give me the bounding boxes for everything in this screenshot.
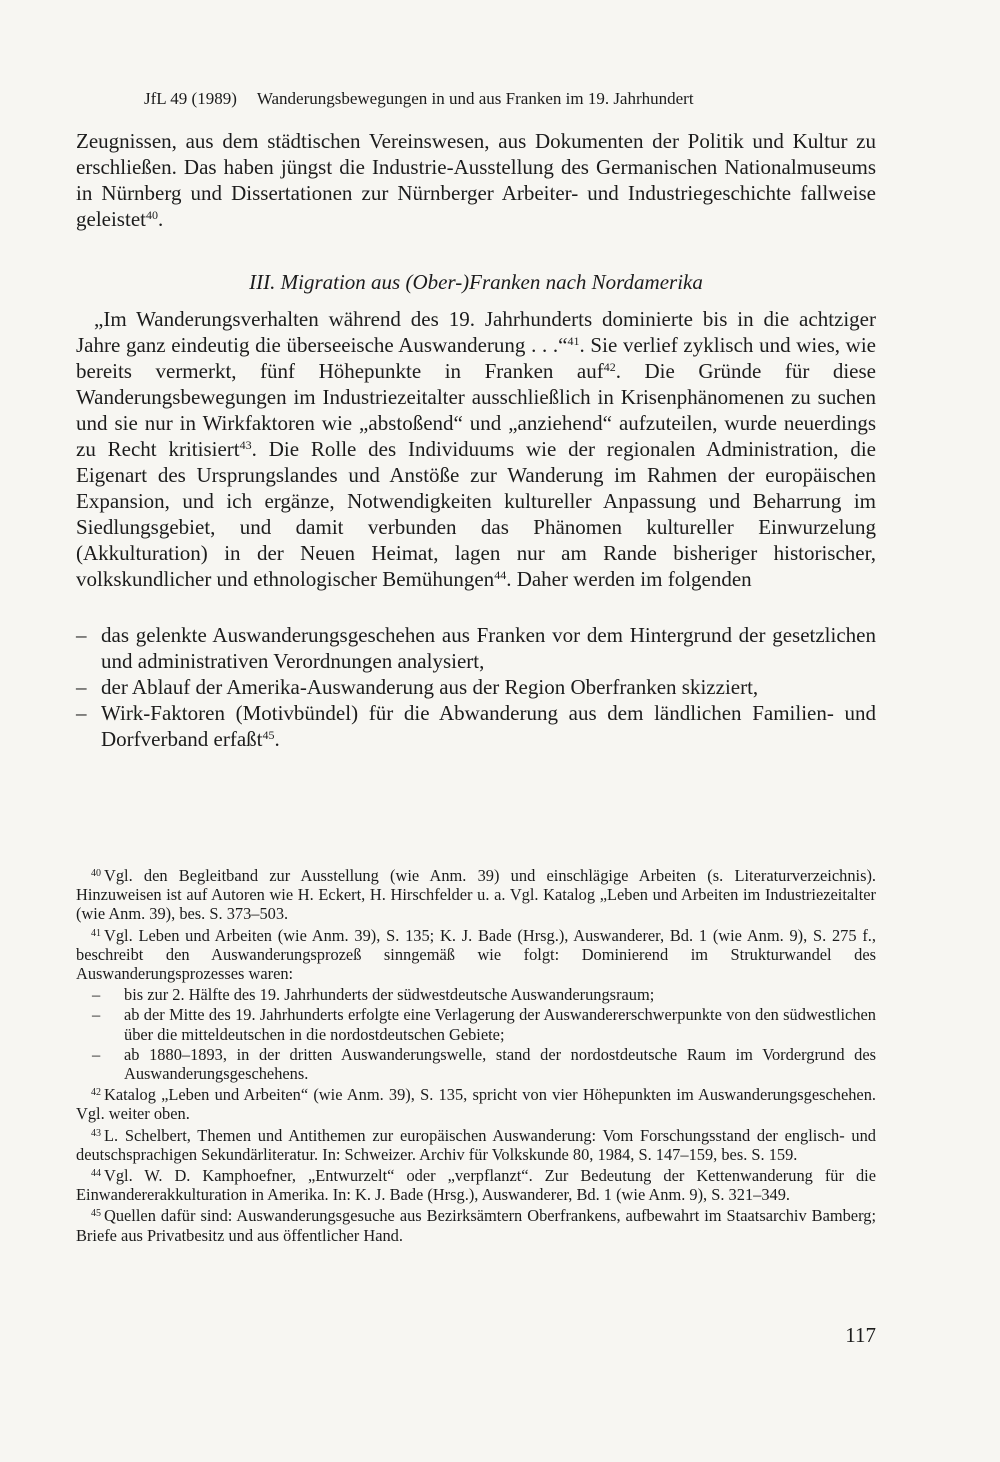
page-number: 117 — [845, 1323, 876, 1347]
footnote-41-list — [76, 985, 876, 1083]
footnote-text: L. Schelbert, Themen und Antithemen zur europäischen Auswanderung: Vom Forschungsstand der englisch- und deutschsprachigen Sekundärliteratur. In: Schweizer. Archiv für Volkskunde 80, 1984, S. 147–159, bes. S. 159. — [76, 1125, 876, 1164]
footnotes — [76, 866, 876, 1247]
paragraph-migration — [76, 306, 876, 592]
footnote-number: 43 — [91, 1127, 101, 1139]
footnote-number: 45 — [91, 1208, 101, 1220]
dash-bullet: – — [92, 1005, 101, 1025]
journal-citation: JfL 49 (1989) — [144, 89, 237, 108]
footnote-list-text: ab 1880–1893, in der dritten Auswanderungswelle, stand der nordostdeutsche Raum im Vordergrund des Auswanderungsgeschehens. — [124, 1044, 876, 1084]
list-item — [76, 700, 876, 752]
footnote-text: Vgl. W. D. Kamphoefner, „Entwurzelt“ oder „verpflanzt“. Zur Bedeutung der Kettenwanderung für die Einwandererakkulturation in Amerika. In: K. J. Bade (Hrsg.), Auswanderer, Bd. 1 (wie Anm. 9), S. 321–349. — [76, 1166, 876, 1205]
sentence-3: . Die Gründe für diese Wanderungsbewegungen im Industriezeitalter ausschließlich in Krisenphänomenen zu suchen und sie nur in Wirkfaktoren wie „abstoßend“ und „anziehend“ aufzuteilen, wurde neuerdings zu Recht kritisiert — [76, 359, 876, 461]
footnote-ref-44[interactable]: 44 — [494, 568, 507, 582]
footnote-40 — [76, 866, 876, 924]
footnote-number: 41 — [91, 927, 101, 939]
list-item-text: das gelenkte Auswanderungsgeschehen aus Franken vor dem Hintergrund der gesetzlichen und administrativen Verordnungen analysiert, — [101, 623, 876, 673]
running-title: Wanderungsbewegungen in und aus Franken im 19. Jahrhundert — [256, 89, 694, 108]
section-heading: III. Migration aus (Ober-)Franken nach Nordamerika — [249, 270, 703, 294]
footnote-ref-42[interactable]: 42 — [603, 360, 616, 374]
dash-bullet: – — [76, 675, 87, 699]
footnote-ref-41[interactable]: 41 — [567, 334, 580, 348]
running-header — [144, 88, 884, 110]
list-item-text: Wirk-Faktoren (Motivbündel) für die Abwanderung aus dem ländlichen Familien- und Dorfverband erfaßt — [101, 701, 876, 751]
paragraph-text: Zeugnissen, aus dem städtischen Vereinswesen, aus Dokumenten der Politik und Kultur zu erschließen. Das haben jüngst die Industrie-Ausstellung des Germanischen Nationalmuseums in Nürnberg und Dissertationen zur Nürnberger Arbeiter- und Industriegeschichte fallweise geleistet — [76, 129, 876, 231]
dash-bullet: – — [92, 1044, 101, 1064]
footnote-43 — [76, 1126, 876, 1164]
list-item-text: der Ablauf der Amerika-Auswanderung aus der Region Oberfranken skizziert, — [101, 675, 759, 699]
footnote-text: Vgl. Leben und Arbeiten (wie Anm. 39), S. 135; K. J. Bade (Hrsg.), Auswanderer, Bd. 1 (wie Anm. 9), S. 275 f., beschreibt den Auswanderungsprozeß sinngemäß wie folgt: Dominierend im Strukturwandel des Auswanderungsprozesses waren: — [76, 925, 876, 984]
footnote-44 — [76, 1166, 876, 1204]
footnote-number: 42 — [91, 1087, 101, 1099]
list-item — [76, 622, 876, 674]
sentence-5: . Daher werden im folgenden — [506, 567, 752, 591]
footnote-41 — [76, 926, 876, 984]
sentence-4: . Die Rolle des Individuums wie der regionalen Administration, die Eigenart des Ursprungslandes und Anstöße zur Wanderung im Rahmen der europäischen Expansion, und ich ergänze, Notwendigkeiten kultureller Anpassung und Beharrung im Siedlungsgebiet, und damit verbunden das Phänomen kultureller Einwurzelung (Akkulturation) in der Neuen Heimat, lagen nur am Rande bisheriger historischer, volkskundlicher und ethnologischer Bemühungen — [76, 437, 876, 591]
footnote-number: 44 — [91, 1168, 101, 1180]
paragraph-end: . — [157, 207, 164, 231]
footnote-ref-45[interactable]: 45 — [262, 728, 275, 742]
dash-bullet: – — [76, 701, 87, 725]
footnote-ref-43[interactable]: 43 — [239, 438, 252, 452]
footnote-text: Katalog „Leben und Arbeiten“ (wie Anm. 39), S. 135, spricht von vier Höhepunkten im Auswanderungsgeschehen. Vgl. weiter oben. — [76, 1085, 876, 1124]
sentence-2: . Sie verlief zyklisch und wies, wie bereits vermerkt, fünf Höhepunkte in Franken auf — [76, 333, 876, 383]
footnote-number: 40 — [91, 868, 101, 879]
footnote-list-item — [76, 1045, 876, 1083]
footnote-list-text: ab der Mitte des 19. Jahrhunderts erfolgte eine Verlagerung der Auswandererschwerpunkte von den südwestlichen über die mitteldeutschen in die nordostdeutschen Gebiete; — [124, 1005, 876, 1044]
sentence-1: „Im Wanderungsverhalten während des 19. Jahrhunderts dominierte bis in die achtziger Jahre ganz eindeutig die überseeische Auswanderung . . .“ — [76, 307, 876, 357]
footnote-ref-40[interactable]: 40 — [145, 208, 158, 222]
dash-bullet: – — [92, 985, 101, 1005]
footnote-text: Vgl. den Begleitband zur Ausstellung (wie Anm. 39) und einschlägige Arbeiten (s. Literaturverzeichnis). Hinzuweisen ist auf Autoren wie H. Eckert, H. Hirschfelder u. a. Vgl. Katalog „Leben und Arbeiten im Industriezeitalter (wie Anm. 39), bes. S. 373–503. — [76, 866, 876, 924]
footnote-list-item — [76, 985, 876, 1004]
footnote-45 — [76, 1206, 876, 1244]
footnote-list-item — [76, 1005, 876, 1043]
dash-bullet: – — [76, 623, 87, 647]
aims-list — [76, 622, 876, 752]
list-item — [76, 674, 876, 700]
paragraph-continuation — [76, 128, 876, 232]
footnote-list-text: bis zur 2. Hälfte des 19. Jahrhunderts der südwestdeutsche Auswanderungsraum; — [124, 985, 655, 1005]
footnote-42 — [76, 1085, 876, 1123]
list-item-end: . — [274, 727, 280, 751]
footnote-text: Quellen dafür sind: Auswanderungsgesuche aus Bezirksämtern Oberfrankens, aufbewahrt im Staatsarchiv Bamberg; Briefe aus Privatbesitz und aus öffentlicher Hand. — [76, 1206, 876, 1245]
